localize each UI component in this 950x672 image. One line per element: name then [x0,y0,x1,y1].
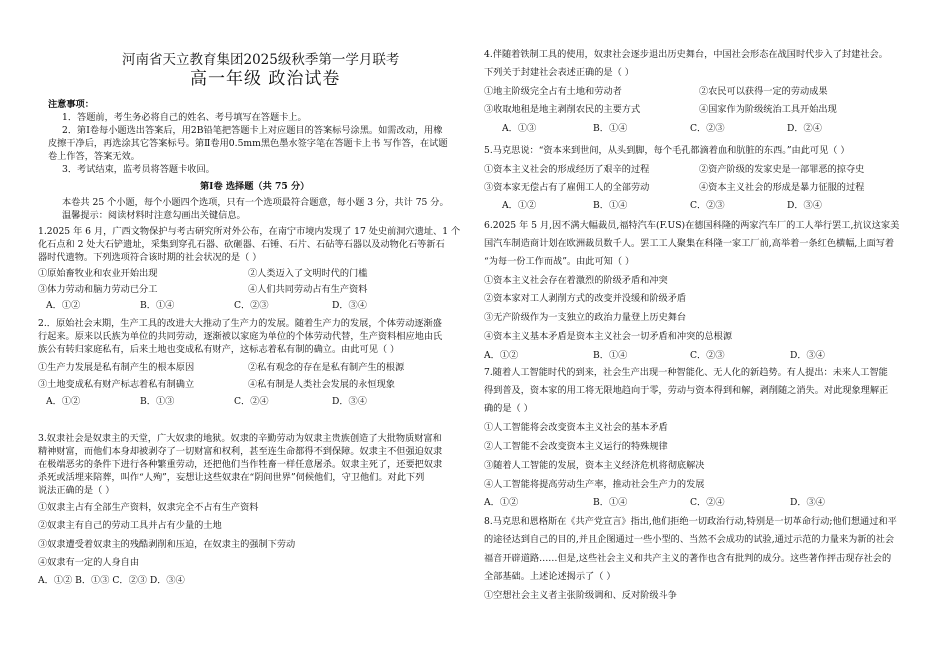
q2-option-4: ④私有制是人类社会发展的永恒现象 [248,379,395,390]
q7-option-4: ④人工智能将提高劳动生产率，推动社会生产力的发展 [484,479,705,490]
q4-choice-c: C．②③ [690,123,725,134]
q2-option-2: ②私有观念的存在是私有制产生的根源 [248,362,405,373]
q1-option-4: ④人们共同劳动占有生产资料 [248,284,368,295]
q2-choice-b: B．①③ [140,396,175,407]
q1-choice-c: C．②③ [234,300,269,311]
q2-choice-c: C．②④ [234,396,269,407]
q7-option-1: ①人工智能将会改变资本主义社会的基本矛盾 [484,422,668,433]
q4-stem: 4.伴随着铁制工具的使用，奴隶社会逐步退出历史舞台，中国社会形态在战国时代步入了封建社会。 [484,49,888,60]
q3-stem: 杀死或活埋来陪葬，叫作“人殉”，妄想让这些奴隶在“阴间世界”伺候他们，守卫他们。对此下列 [38,472,425,483]
q8-stem: 福音开辟道路……但是,这些社会主义和共产主义的著作也含有批判的成分。这些著作抨击现存社会的 [484,553,892,564]
note-line: 3．考试结束，监考员将答题卡收回。 [62,164,215,175]
q8-stem: 全部基础。上述论述揭示了（ ） [484,571,616,582]
q2-choice-d: D．③④ [332,396,367,407]
q1-option-2: ②人类迈入了文明时代的门槛 [248,268,368,279]
q1-choice-a: A．①② [46,300,81,311]
q2-option-1: ①生产力发展是私有制产生的根本原因 [38,362,195,373]
q2-option-3: ③土地变成私有财产标志着私有制确立 [38,379,195,390]
q3-option-4: ④奴隶有一定的人身自由 [38,557,140,568]
q4-option-3: ③收取地租是地主剥削农民的主要方式 [484,104,641,115]
q7-option-3: ③随着人工智能的发展，资本主义经济危机将彻底解决 [484,460,705,471]
q1-choice-b: B．①④ [140,300,175,311]
exam-org-title: 河南省天立教育集团2025级秋季第一学月联考 [122,52,400,68]
note-line: 卷上作答，答案无效。 [48,151,140,162]
q4-choice-a: A．①③ [502,123,537,134]
q7-choice-b: B．①④ [593,497,628,508]
q6-choice-d: D．③④ [790,350,825,361]
q3-option-2: ②奴隶主有自己的劳动工具并占有少量的土地 [38,520,222,531]
q7-choice-c: C．②④ [690,497,725,508]
q6-choice-c: C．②③ [690,350,725,361]
note-line: 皮擦干净后，再选涂其它答案标号。第Ⅱ卷用0.5mm黑色墨水签字笔在答题卡上书 写作答，在试题 [48,138,448,149]
note-line: 1．答题前，考生务必将自己的姓名、考号填写在答题卡上。 [62,112,307,123]
q4-option-2: ②农民可以获得一定的劳动成果 [699,86,828,97]
exam-title: 高一年级 政治试卷 [190,69,341,89]
q5-choice-d: D．③④ [787,200,822,211]
q5-stem: 5.马克思说：“资本来到世间，从头到脚，每个毛孔都滴着血和肮脏的东西。”由此可见（ ） [484,145,850,156]
notes-heading: 注意事项： [48,99,94,110]
q5-choice-c: C．②③ [690,200,725,211]
q7-stem: 确的是（ ） [484,403,533,414]
q7-choice-d: D．③④ [790,497,825,508]
q7-stem: 7.随着人工智能时代的到来，社会生产出现一种智能化、无人化的新趋势。有人提出：未来人工智能 [484,367,888,378]
q6-stem: 6.2025 年 5 月,因不满大幅裁员,福特汽车(F.US)在德国科隆的两家汽车厂的工人举行罢工,抗议这家美 [484,220,900,231]
q2-choice-a: A．①② [46,396,81,407]
q1-stem: 1.2025 年 6 月，广西文物保护与考古研究所对外公布，在南宁市境内发现了 17 处史前洞穴遗址、1 个 [38,226,461,237]
q1-option-1: ①原始畜牧业和农业开始出现 [38,268,158,279]
q2-stem: 族公有转归家庭私有，后来土地也变成私有财产，这标志着私有制的确立。由此可见（ ） [38,344,400,355]
q6-choice-a: A．①② [484,350,519,361]
q3-option-1: ①奴隶主占有全部生产资料，奴隶完全不占有生产资料 [38,502,259,513]
q6-choice-b: B．①④ [593,350,628,361]
q6-option-4: ④资本主义基本矛盾是资本主义社会一切矛盾和冲突的总根源 [484,331,733,342]
q5-option-3: ③资本家无偿占有了雇佣工人的全部劳动 [484,182,650,193]
q3-option-3: ③奴隶遭受着奴隶主的残酷剥削和压迫，在奴隶主的强制下劳动 [38,539,296,550]
note-line: 2．第Ⅰ卷每小题选出答案后，用2B铅笔把答题卡上对应题目的答案标号涂黑。如需改动，用橡 [62,125,443,136]
q1-choice-d: D．③④ [332,300,367,311]
q6-option-3: ③无产阶级作为一支独立的政治力量登上历史舞台 [484,312,687,323]
q8-option-1: ①空想社会主义者主张阶级调和、反对阶级斗争 [484,590,677,601]
q6-stem: 国汽车制造商计划在欧洲裁员数千人。罢工工人聚集在科隆一家工厂前,高举着一条红色横幅,上面写着 [484,238,895,249]
q7-stem: 得到普及，资本家的用工将无限地趋向于零，劳动与资本得到和解，剥削随之消失。对此现象理解正 [484,385,889,396]
q5-choice-b: B．①④ [593,200,628,211]
q3-stem: 3.奴隶社会是奴隶主的天堂，广大奴隶的地狱。奴隶的辛勤劳动为奴隶主贵族创造了大批物质财富和 [38,433,442,444]
q1-option-3: ③体力劳动和脑力劳动已分工 [38,284,158,295]
q4-stem: 下列关于封建社会表述正确的是（ ） [484,67,634,78]
q2-stem: 行起来。原来以氏族为单位的共同劳动，逐渐被以家庭为单位的个体劳动代替，生产资料相应地由氏 [38,331,443,342]
q4-option-4: ④国家作为阶级统治工具开始出现 [699,104,837,115]
q1-stem: 化石点和 2 处大石铲遗址，采集到穿孔石器、砍砸器、石锤、石片、石砧等石器以及动物化石等新石 [38,239,445,250]
q6-option-1: ①资本主义社会存在着激烈的阶级矛盾和冲突 [484,275,668,286]
q8-stem: 的途径达到自己的目的,并且企图通过一些小型的、当然不会成功的试验,通过示范的力量来为新的社会 [484,534,895,545]
q3-stem: 说法正确的是（ ） [38,485,115,496]
q3-stem: 精神财富，而他们本身却被剥夺了一切财富和权利，甚至连生命都得不到保障。奴隶主不但强迫奴隶 [38,446,443,457]
q4-option-1: ①地主阶级完全占有土地和劳动者 [484,86,622,97]
q8-stem: 8.马克思和恩格斯在《共产党宣言》指出,他们拒绝一切政治行动,特别是一切革命行动;他们想通过和平 [484,516,897,527]
q7-choice-a: A．①② [484,497,519,508]
q5-option-1: ①资本主义社会的形成经历了艰辛的过程 [484,164,650,175]
q3-stem: 在极端恶劣的条件下进行各种繁重劳动，还把他们当作牲畜一样任意屠杀。奴隶主死了，还要把奴隶 [38,459,443,470]
q5-choice-a: A．①② [502,200,537,211]
section-tip: 温馨提示：阅读材料时注意勾画出关键信息。 [62,210,246,221]
q4-choice-b: B．①④ [593,123,628,134]
q5-option-4: ④资本主义社会的形成是暴力征服的过程 [699,182,865,193]
q1-stem: 器时代遗物。下列选项符合该时期的社会状况的是（ ） [38,252,262,263]
q6-stem: “为每一份工作而战”。由此可知（ ） [484,256,635,267]
q6-option-2: ②资本家对工人剥削方式的改变并没缓和阶级矛盾 [484,293,687,304]
q7-option-2: ②人工智能不会改变资本主义运行的特殊规律 [484,441,668,452]
section-heading: 第Ⅰ卷 选择题（共 75 分） [200,181,310,192]
section-intro: 本卷共 25 个小题，每个小题四个选项，只有一个选项最符合题意，每小题 3 分，共计 75 分。 [62,197,449,208]
q2-stem: 2.．原始社会末期，生产工具的改进大大推动了生产力的发展。随着生产力的发展，个体劳动逐渐盛 [38,318,442,329]
q5-option-2: ②资产阶级的发家史是一部罪恶的掠夺史 [699,164,865,175]
q4-choice-d: D．②④ [787,123,822,134]
q3-choices: A．①② B．①③ C．②③ D．③④ [38,575,185,586]
